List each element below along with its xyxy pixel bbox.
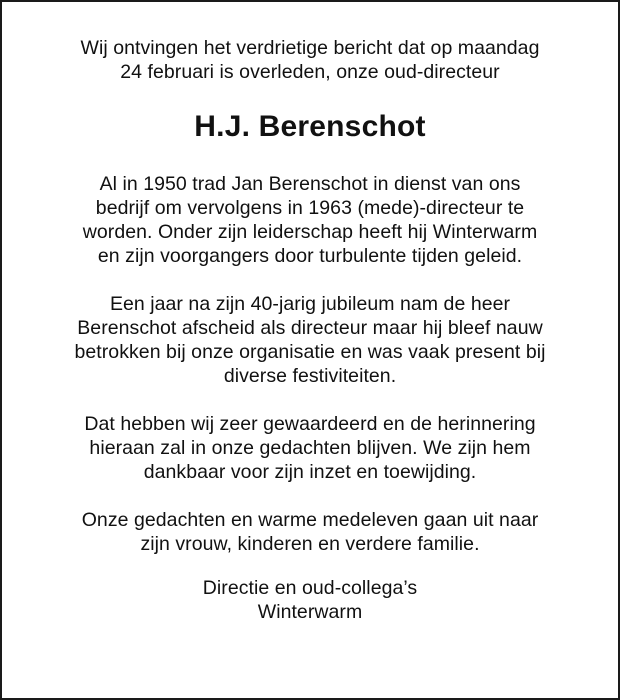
body-line: diverse festiviteiten.	[223, 365, 397, 387]
signature-line: Directie en oud-collega’s	[202, 577, 418, 599]
body-line: betrokken bij onze organisatie en was vaak present bij	[74, 341, 546, 363]
intro-line: Wij ontvingen het verdrietige bericht dat op maandag	[80, 37, 540, 59]
intro-paragraph	[32, 36, 588, 84]
condolence-paragraph	[32, 508, 588, 556]
body-line: Onze gedachten en warme medeleven gaan uit naar	[81, 509, 539, 531]
deceased-name: H.J. Berenschot	[194, 110, 426, 143]
signature	[32, 576, 588, 624]
intro-line: 24 februari is overleden, onze oud-directeur	[120, 61, 500, 83]
body-line: Een jaar na zijn 40-jarig jubileum nam de heer	[109, 293, 511, 315]
body-line: Berenschot afscheid als directeur maar hij bleef nauw	[77, 317, 543, 339]
body-line: bedrijf om vervolgens in 1963 (mede)-directeur te	[95, 197, 525, 219]
career-paragraph	[32, 172, 588, 268]
body-line: worden. Onder zijn leiderschap heeft hij Winterwarm	[82, 221, 538, 243]
body-line: dankbaar voor zijn inzet en toewijding.	[143, 461, 477, 483]
body-line: hieraan zal in onze gedachten blijven. We zijn hem	[89, 437, 531, 459]
body-line: zijn vrouw, kinderen en verdere familie.	[140, 533, 480, 555]
body-line: Al in 1950 trad Jan Berenschot in dienst van ons	[99, 173, 521, 195]
jubilee-paragraph	[32, 292, 588, 388]
body-line: en zijn voorgangers door turbulente tijden geleid.	[97, 245, 523, 267]
signature-line: Winterwarm	[257, 601, 363, 623]
appreciation-paragraph	[32, 412, 588, 484]
body-line: Dat hebben wij zeer gewaardeerd en de herinnering	[84, 413, 536, 435]
